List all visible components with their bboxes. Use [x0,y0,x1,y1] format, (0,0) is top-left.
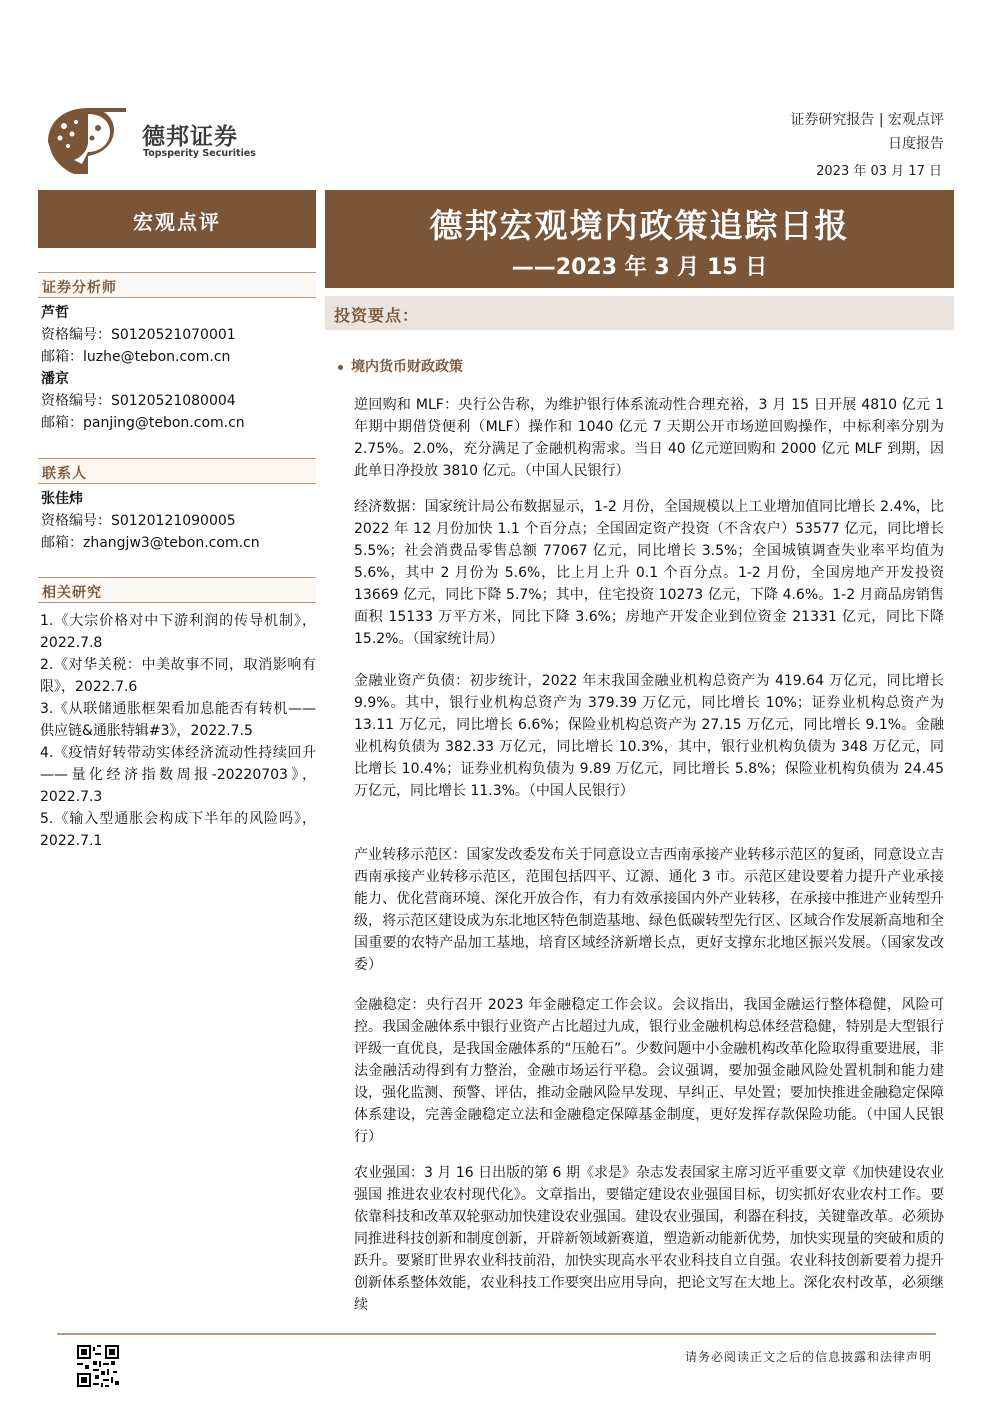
bullet-icon [338,365,343,370]
qr-code-icon [77,1345,119,1387]
related-research-item[interactable]: 4.《疫情好转带动实体经济流动性持续回升——量化经济指数周报-20220703》，2022.7.3 [40,745,316,805]
report-meta [790,108,944,156]
section-heading-label: 境内货币财政政策 [351,359,463,375]
related-research-heading-label: 相关研究 [42,585,102,601]
paragraph-reverse-repo-mlf: 逆回购和 MLF：央行公告称，为维护银行体系流动性合理充裕，3 月 15 日开展 4810 亿元 1 年期中期借贷便利（MLF）操作和 1040 亿元 7 天期公开市场逆回购操作，中标利率分别为 2.75%。2.0%，充分满足了金融机构需求。当日 40 亿元逆回购和 2000 亿元 MLF 到期，因此单日净投放 3810 亿元。（中国人民银行） [354,397,944,479]
analyst-name: 潘京 [41,371,69,387]
analyst-block [41,302,316,434]
contact-heading [38,458,316,484]
paragraph-economic-data: 经济数据：国家统计局公布数据显示，1-2 月份，全国规模以上工业增加值同比增长 2.4%，比 2022 年 12 月份加快 1.1 个百分点；全国固定资产投资（不含农户）53577 亿元，同比增长 5.5%；社会消费品零售总额 77067 亿元，同比增长 3.5%；全国城镇调查失业率平均值为 5.6%，其中 2 月份为 5.6%，比上月上升 0.1 个百分点。1-2 月份，全国房地产开发投资 13669 亿元，同比下降 5.7%；其中，住宅投资 10273 亿元，下降 4.6%。1-2 月商品房销售面积 15133 万平方米，同比下降 3.6%；房地产开发企业到位资金 21331 亿元，同比下降 15.2%。（国家统计局） [354,499,944,647]
report-frequency: 日度报告 [888,136,944,152]
analyst-name: 芦哲 [41,305,69,321]
related-research-heading [38,577,316,603]
paragraph-financial-stability: 金融稳定：央行召开 2023 年金融稳定工作会议。会议指出，我国金融运行整体稳健，风险可控。我国金融体系中银行业资产占比超过九成，银行业金融机构总体经营稳健，特别是大型银行评级一直优良，是我国金融体系的“压舱石”。少数问题中小金融机构改革化险取得重要进展，非法金融活动得到有力整治，金融市场运行平稳。会议强调，要加强金融风险处置机制和能力建设，强化监测、预警、评估，推动金融风险早发现、早纠正、早处置；要加快推进金融稳定保障体系建设，完善金融稳定立法和金融稳定保障基金制度，更好发挥存款保险功能。（中国人民银行） [354,997,944,1145]
category-label: 宏观点评 [133,210,221,234]
key-points-heading-label: 投资要点： [334,306,420,325]
company-logo [44,104,284,174]
analyst-email[interactable]: 邮箱：panjing@tebon.com.cn [41,415,245,431]
company-name-en: Topsperity Securities [143,148,256,159]
related-research-item[interactable]: 2.《对华关税：中美故事不同，取消影响有限》，2022.7.6 [40,657,316,695]
contact-email[interactable]: 邮箱：zhangjw3@tebon.com.cn [41,535,260,551]
analyst-cert: 资格编号：S0120521080004 [41,393,236,409]
paragraph-financial-assets: 金融业资产负债：初步统计，2022 年末我国金融业机构总资产为 419.64 万亿元，同比增长 9.9%。其中，银行业机构总资产为 379.39 万亿元，同比增长 10%；证券业机构总资产为 13.11 万亿元，同比增长 6.6%；保险业机构总资产为 27.15 万亿元，同比增长 9.1%。金融业机构负债为 382.33 万亿元，同比增长 10.3%，其中，银行业机构负债为 348 万亿元，同比增长 10.4%；证券业机构负债为 9.89 万亿元，同比增长 5.8%；保险业机构负债为 24.45 万亿元，同比增长 11.3%。（中国人民银行） [354,673,944,799]
related-research-item[interactable]: 1.《大宗价格对中下游利润的传导机制》，2022.7.8 [40,613,316,651]
contact-heading-label: 联系人 [42,466,87,482]
legal-disclaimer: 请务必阅读正文之后的信息披露和法律声明 [684,1350,932,1364]
report-date: 2023 年 03 月 17 日 [816,164,942,179]
report-title: 德邦宏观境内政策追踪日报 [429,206,850,245]
category-banner [38,190,316,248]
leopard-logo-icon [44,104,126,174]
section-heading [338,356,463,376]
key-points-heading [325,296,954,330]
contact-name: 张佳炜 [41,491,83,507]
footer-divider [57,1333,936,1335]
analyst-cert: 资格编号：S0120521070001 [41,327,236,343]
report-subtitle: ——2023 年 3 月 15 日 [511,255,768,280]
company-name-cn: 德邦证券 [142,124,238,150]
paragraph-industry-transfer: 产业转移示范区：国家发改委发布关于同意设立吉西南承接产业转移示范区的复函，同意设立吉西南承接产业转移示范区，范围包括四平、辽源、通化 3 市。示范区建设要着力提升产业承接能力、优化营商环境、深化开放合作，有力有效承接国内外产业转移，在承接中推进产业转型升级，将示范区建设成为东北地区特色制造基地、绿色低碳转型先行区、区域合作发展新高地和全国重要的农特产品加工基地，培育区域经济新增长点，更好支撑东北地区振兴发展。（国家发改委） [354,847,944,973]
title-banner [325,190,954,288]
contact-cert: 资格编号：S0120121090005 [41,513,236,529]
analyst-email[interactable]: 邮箱：luzhe@tebon.com.cn [41,349,231,365]
related-research-list [40,610,316,852]
related-research-item[interactable]: 5.《输入型通胀会构成下半年的风险吗》，2022.7.1 [40,811,316,849]
analysts-heading [38,272,316,298]
contact-block [41,488,316,554]
related-research-item[interactable]: 3.《从联储通胀框架看加息能否有转机——供应链&通胀特辑#3》，2022.7.5 [40,701,316,739]
report-type: 证券研究报告 | 宏观点评 [790,112,944,128]
paragraph-agriculture: 农业强国：3 月 16 日出版的第 6 期《求是》杂志发表国家主席习近平重要文章《加快建设农业强国 推进农业农村现代化》。文章指出，要锚定建设农业强国目标，切实抓好农业农村工作。要依靠科技和改革双轮驱动加快建设农业强国。建设农业强国，利器在科技，关键靠改革。必须协同推进科技创新和制度创新，开辟新领域新赛道，塑造新动能新优势，加快实现量的突破和质的跃升。要紧盯世界农业科技前沿，加快实现高水平农业科技自立自强。农业科技创新要着力提升创新体系整体效能，农业科技工作要突出应用导向，把论文写在大地上。深化农村改革，必须继续 [354,1165,944,1313]
analysts-heading-label: 证券分析师 [42,280,117,296]
